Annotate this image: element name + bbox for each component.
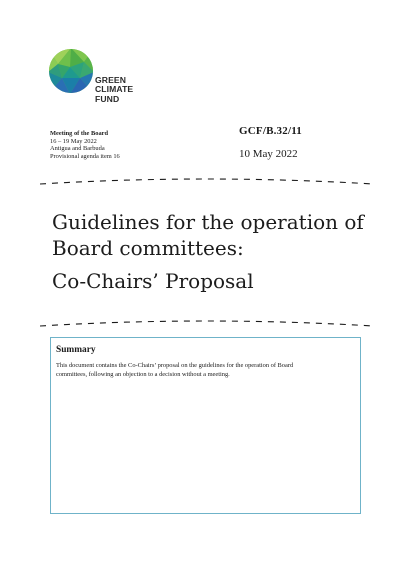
gcf-logo [48, 48, 148, 104]
page-subtitle: Co-Chairs’ Proposal [52, 269, 254, 293]
top-divider [38, 175, 375, 189]
globe-icon [48, 48, 94, 94]
document-date: 10 May 2022 [239, 148, 298, 160]
bottom-divider [38, 315, 375, 329]
document-code: GCF/B.32/11 [239, 125, 303, 137]
document-reference [239, 125, 302, 160]
summary-line-1: This document contains the Co-Chairs’ proposal on the guidelines for the operation of Board [56, 362, 294, 369]
title-line-2: Board committees: [52, 236, 244, 260]
summary-box [50, 337, 361, 514]
meeting-heading: Meeting of the Board [50, 130, 109, 137]
meeting-agenda-item: Provisional agenda item 16 [50, 152, 120, 160]
summary-line-2: committees, following an objection to a decision without a meeting. [56, 371, 230, 379]
summary-text [56, 361, 356, 380]
summary-heading: Summary [56, 345, 96, 355]
title-line-1: Guidelines for the operation of [52, 210, 364, 234]
logo-wordmark [95, 76, 133, 104]
meeting-dates: 16 – 19 May 2022 [50, 137, 97, 145]
logo-line-3: FUND [95, 93, 120, 104]
page-title [52, 209, 364, 261]
logo-line-2: CLIMATE [95, 84, 134, 95]
meeting-info [50, 130, 120, 160]
meeting-location: Antigua and Barbuda [50, 145, 105, 153]
logo-line-1: GREEN [95, 75, 127, 85]
